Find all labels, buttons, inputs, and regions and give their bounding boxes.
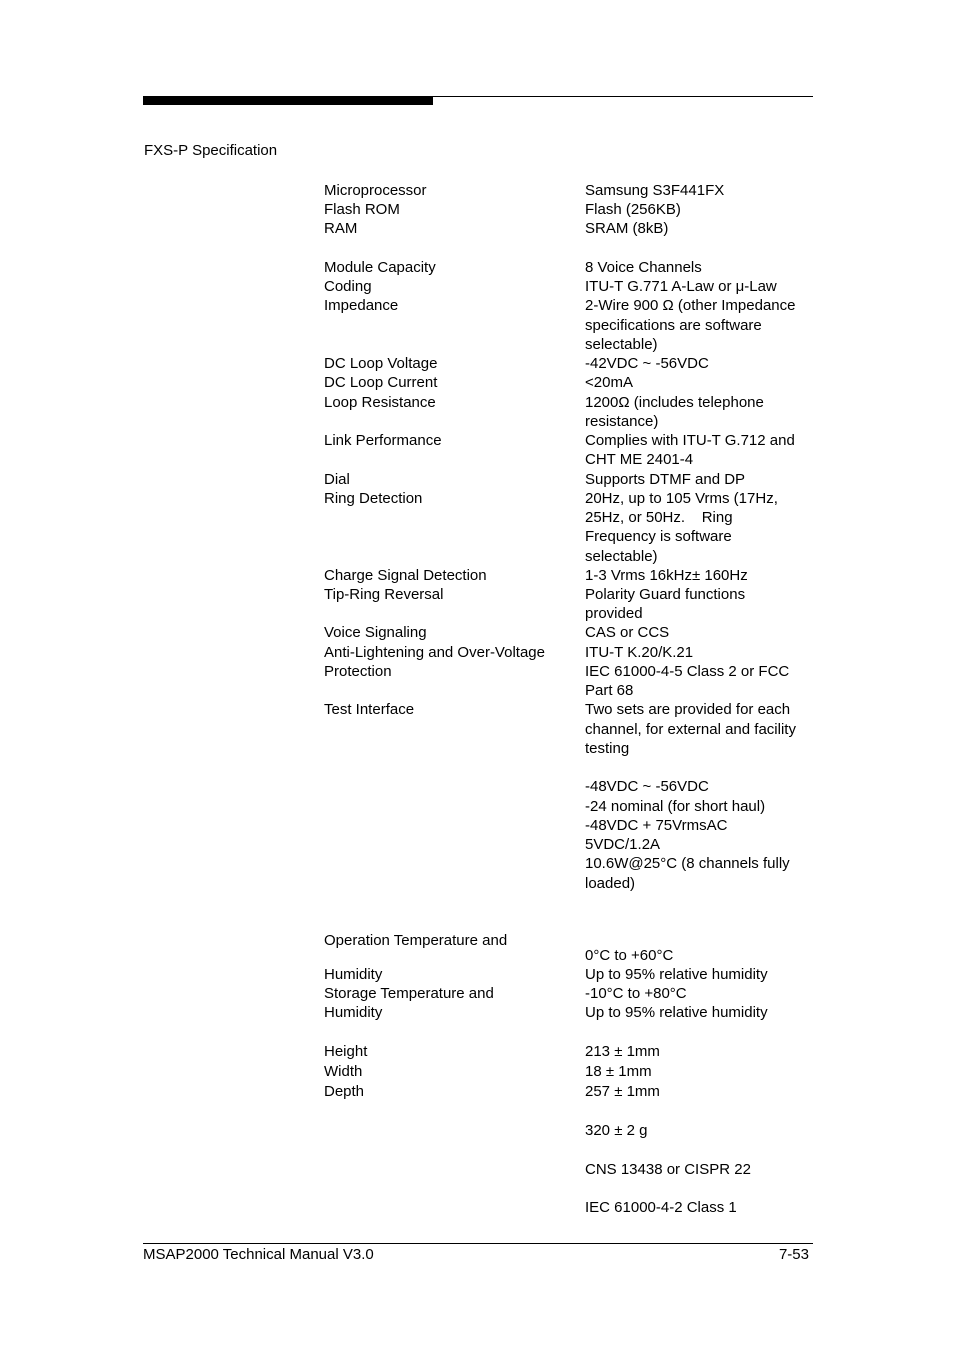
spec-value-height: 213 ± 1mm <box>585 1043 660 1060</box>
spec-value-esd: IEC 61000-4-2 Class 1 <box>585 1199 737 1216</box>
spec-label-storage-humidity: Humidity <box>324 1004 383 1021</box>
spec-value-protection-line: IEC 61000-4-5 Class 2 or FCC <box>585 663 790 680</box>
spec-value-loop-resistance-line: resistance) <box>585 413 659 430</box>
spec-value-module-capacity: 8 Voice Channels <box>585 259 702 276</box>
spec-label-anti-lightening: Anti-Lightening and Over-Voltage <box>324 644 545 661</box>
spec-label-protection: Protection <box>324 663 392 680</box>
spec-label-dc-loop-current: DC Loop Current <box>324 374 438 391</box>
spec-label-charge-signal: Charge Signal Detection <box>324 567 487 584</box>
spec-value-voice-signaling: CAS or CCS <box>585 624 670 641</box>
spec-value-op-temp: 0°C to +60°C <box>585 947 674 964</box>
spec-value-ring-line: 20Hz, up to 105 Vrms (17Hz, <box>585 490 778 507</box>
spec-value-ring-line: 25Hz, or 50Hz. Ring <box>585 509 733 526</box>
spec-value-dc-loop-voltage: -42VDC ~ -56VDC <box>585 355 709 372</box>
spec-label-width: Width <box>324 1063 363 1080</box>
spec-value-width: 18 ± 1mm <box>585 1063 652 1080</box>
spec-value-emi: CNS 13438 or CISPR 22 <box>585 1161 751 1178</box>
spec-value-test-line: Two sets are provided for each <box>585 701 791 718</box>
spec-value-storage-humidity: Up to 95% relative humidity <box>585 1004 768 1021</box>
spec-value-link-performance-line: CHT ME 2401-4 <box>585 451 694 468</box>
spec-label-dial: Dial <box>324 471 350 488</box>
spec-value-microprocessor: Samsung S3F441FX <box>585 182 725 199</box>
spec-label-link-performance: Link Performance <box>324 432 442 449</box>
footer-page-number: 7-53 <box>778 1246 809 1263</box>
spec-label-loop-resistance: Loop Resistance <box>324 394 436 411</box>
spec-label-tip-ring: Tip-Ring Reversal <box>324 586 444 603</box>
spec-label-storage-temp: Storage Temperature and <box>324 985 494 1002</box>
spec-value-tip-ring-line: Polarity Guard functions <box>585 586 746 603</box>
spec-value-link-performance-line: Complies with ITU-T G.712 and <box>585 432 795 449</box>
spec-value-depth: 257 ± 1mm <box>585 1083 660 1100</box>
spec-value-impedance-line: 2-Wire 900 Ω (other Impedance <box>585 297 796 314</box>
section-title: FXS-P Specification <box>144 142 278 159</box>
spec-label-voice-signaling: Voice Signaling <box>324 624 427 641</box>
spec-label-test-interface: Test Interface <box>324 701 415 718</box>
header-bar <box>143 96 433 105</box>
spec-value-flash-rom: Flash (256KB) <box>585 201 681 218</box>
spec-value-ring-line: selectable) <box>585 548 658 565</box>
spec-value-ram: SRAM (8kB) <box>585 220 669 237</box>
spec-value-tip-ring-line: provided <box>585 605 643 622</box>
spec-value-dial: Supports DTMF and DP <box>585 471 746 488</box>
spec-value-test-line: channel, for external and facility <box>585 721 796 738</box>
spec-label-impedance: Impedance <box>324 297 399 314</box>
footer-manual-title: MSAP2000 Technical Manual V3.0 <box>143 1246 374 1263</box>
spec-value-test-line: testing <box>585 740 630 757</box>
spec-label-dc-loop-voltage: DC Loop Voltage <box>324 355 438 372</box>
spec-label-ram: RAM <box>324 220 358 237</box>
spec-label-height: Height <box>324 1043 368 1060</box>
spec-value-power-line: 10.6W@25°C (8 channels fully <box>585 855 790 872</box>
spec-label-microprocessor: Microprocessor <box>324 182 427 199</box>
spec-value-power-line: -24 nominal (for short haul) <box>585 798 766 815</box>
spec-value-power-line: 5VDC/1.2A <box>585 836 661 853</box>
spec-value-weight: 320 ± 2 g <box>585 1122 648 1139</box>
spec-value-coding: ITU-T G.771 A-Law or μ-Law <box>585 278 777 295</box>
spec-label-module-capacity: Module Capacity <box>324 259 436 276</box>
spec-value-storage-temp: -10°C to +80°C <box>585 985 687 1002</box>
spec-value-loop-resistance-line: 1200Ω (includes telephone <box>585 394 764 411</box>
spec-value-dc-loop-current: <20mA <box>585 374 633 391</box>
spec-value-ring-line: Frequency is software <box>585 528 732 545</box>
spec-value-power-line: loaded) <box>585 875 636 892</box>
spec-label-op-humidity: Humidity <box>324 966 383 983</box>
spec-label-ring-detection: Ring Detection <box>324 490 423 507</box>
spec-value-charge-signal: 1-3 Vrms 16kHz± 160Hz <box>585 567 748 584</box>
spec-label-coding: Coding <box>324 278 372 295</box>
spec-value-anti-lightening: ITU-T K.20/K.21 <box>585 644 694 661</box>
footer-rule <box>143 1243 813 1244</box>
spec-value-power-line: -48VDC + 75VrmsAC <box>585 817 728 834</box>
spec-value-protection-line: Part 68 <box>585 682 634 699</box>
spec-label-op-temp: Operation Temperature and <box>324 932 508 949</box>
spec-value-impedance-line: selectable) <box>585 336 658 353</box>
spec-value-power-line: -48VDC ~ -56VDC <box>585 778 709 795</box>
spec-value-impedance-line: specifications are software <box>585 317 762 334</box>
spec-value-op-humidity: Up to 95% relative humidity <box>585 966 768 983</box>
spec-label-flash-rom: Flash ROM <box>324 201 400 218</box>
spec-label-depth: Depth <box>324 1083 365 1100</box>
